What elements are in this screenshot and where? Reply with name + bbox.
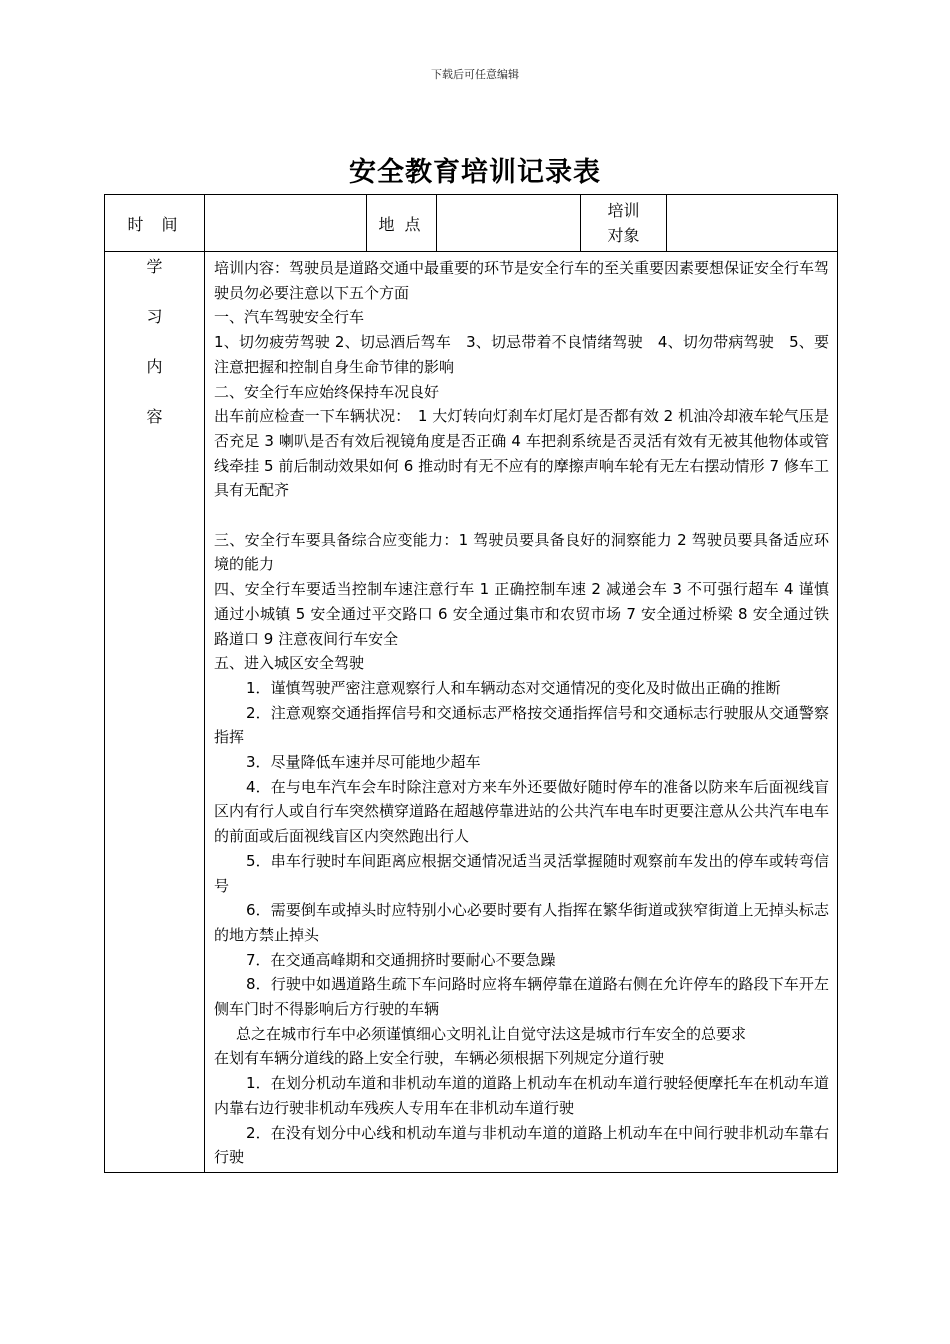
place-value-cell[interactable] (437, 195, 581, 252)
header-note: 下载后可任意编辑 (431, 68, 519, 81)
section-2-title: 二、安全行车应始终保持车况良好 (214, 382, 440, 401)
section-1-body: 1、切勿疲劳驾驶 2、切忌酒后驾车 3、切忌带着不良情绪驾驶 4、切勿带病驾驶 5、要注意把握和控制自身生命节律的影响 (214, 333, 829, 376)
page-title: 安全教育培训记录表 (349, 157, 601, 188)
side-char: 容 (146, 407, 163, 426)
section-5-title: 五、进入城区安全驾驶 (214, 654, 365, 673)
header-row (105, 195, 838, 252)
target-label-line2: 对象 (607, 226, 640, 245)
summary-paragraph: 总之在城市行车中必须谨慎细心文明礼让自觉守法这是城市行车安全的总要求 (236, 1024, 747, 1043)
section-4: 四、安全行车要适当控制车速注意行车 1 正确控制车速 2 减递会车 3 不可强行超车 4 谨慎通过小城镇 5 安全通过平交路口 6 安全通过集市和农贸市场 7 安全通过桥梁 8 安全通过铁路道口 9 注意夜间行车安全 (214, 580, 829, 648)
target-value-cell[interactable] (667, 195, 838, 252)
target-label-line1: 培训 (607, 201, 640, 220)
list-item: 3．尽量降低车速并尽可能地少超车 (246, 753, 481, 772)
section-2-body: 出车前应检查一下车辆状况： 1 大灯转向灯刹车灯尾灯是否都有效 2 机油冷却液车轮气压是否充足 3 喇叭是否有效后视镜角度是否正确 4 车把刹系统是否灵活有效有无被其他物体或管线牵挂 5 前后制动效果如何 6 推动时有无不应有的摩擦声响车轮有无左右摆动情形 7 修车工具有无配齐 (214, 407, 829, 500)
lane-intro: 在划有车辆分道线的路上安全行驶，车辆必须根据下列规定分道行驶 (214, 1049, 665, 1068)
target-label (581, 195, 667, 252)
study-content-label (105, 252, 205, 1173)
list-item: 8．行驶中如遇道路生疏下车问路时应将车辆停靠在道路右侧在允许停车的路段下车开左侧车门时不得影响后方行驶的车辆 (214, 975, 829, 1019)
list-item: 7．在交通高峰期和交通拥挤时要耐心不要急躁 (246, 950, 556, 969)
content-row (105, 252, 838, 1173)
time-label: 时间 (105, 195, 205, 252)
list-item: 1．谨慎驾驶严密注意观察行人和车辆动态对交通情况的变化及时做出正确的推断 (246, 678, 781, 697)
training-content-cell (205, 252, 838, 1173)
section-3: 三、安全行车要具备综合应变能力：1 驾驶员要具备良好的洞察能力 2 驾驶员要具备适应环境的能力 (214, 530, 829, 574)
list-item: 2．注意观察交通指挥信号和交通标志严格按交通指挥信号和交通标志行驶服从交通警察指挥 (214, 703, 829, 747)
time-value-cell[interactable] (205, 195, 367, 252)
side-char: 习 (146, 307, 163, 326)
list-item: 5．串车行驶时车间距离应根据交通情况适当灵活掌握随时观察前车发出的停车或转弯信号 (214, 851, 829, 895)
list-item: 1．在划分机动车道和非机动车道的道路上机动车在机动车道行驶轻便摩托车在机动车道内靠右边行驶非机动车残疾人专用车在非机动车道行驶 (214, 1074, 829, 1117)
list-item: 6．需要倒车或掉头时应特别小心必要时要有人指挥在繁华街道或狭窄街道上无掉头标志的地方禁止掉头 (214, 901, 829, 944)
section-1-title: 一、汽车驾驶安全行车 (214, 308, 365, 327)
side-char: 学 (146, 257, 163, 276)
list-item: 4．在与电车汽车会车时除注意对方来车外还要做好随时停车的准备以防来车后面视线盲区内有行人或自行车突然横穿道路在超越停靠进站的公共汽车电车时更要注意从公共汽车电车的前面或后面视线盲区内突然跑出行人 (214, 777, 830, 846)
training-record-table (104, 194, 838, 1173)
intro-paragraph: 培训内容：驾驶员是道路交通中最重要的环节是安全行车的至关重要因素要想保证安全行车驾驶员勿必要注意以下五个方面 (214, 259, 830, 302)
list-item: 2．在没有划分中心线和机动车道与非机动车道的道路上机动车在中间行驶非机动车靠右行驶 (214, 1123, 829, 1167)
side-char: 内 (146, 357, 163, 376)
place-label: 地点 (367, 195, 437, 252)
